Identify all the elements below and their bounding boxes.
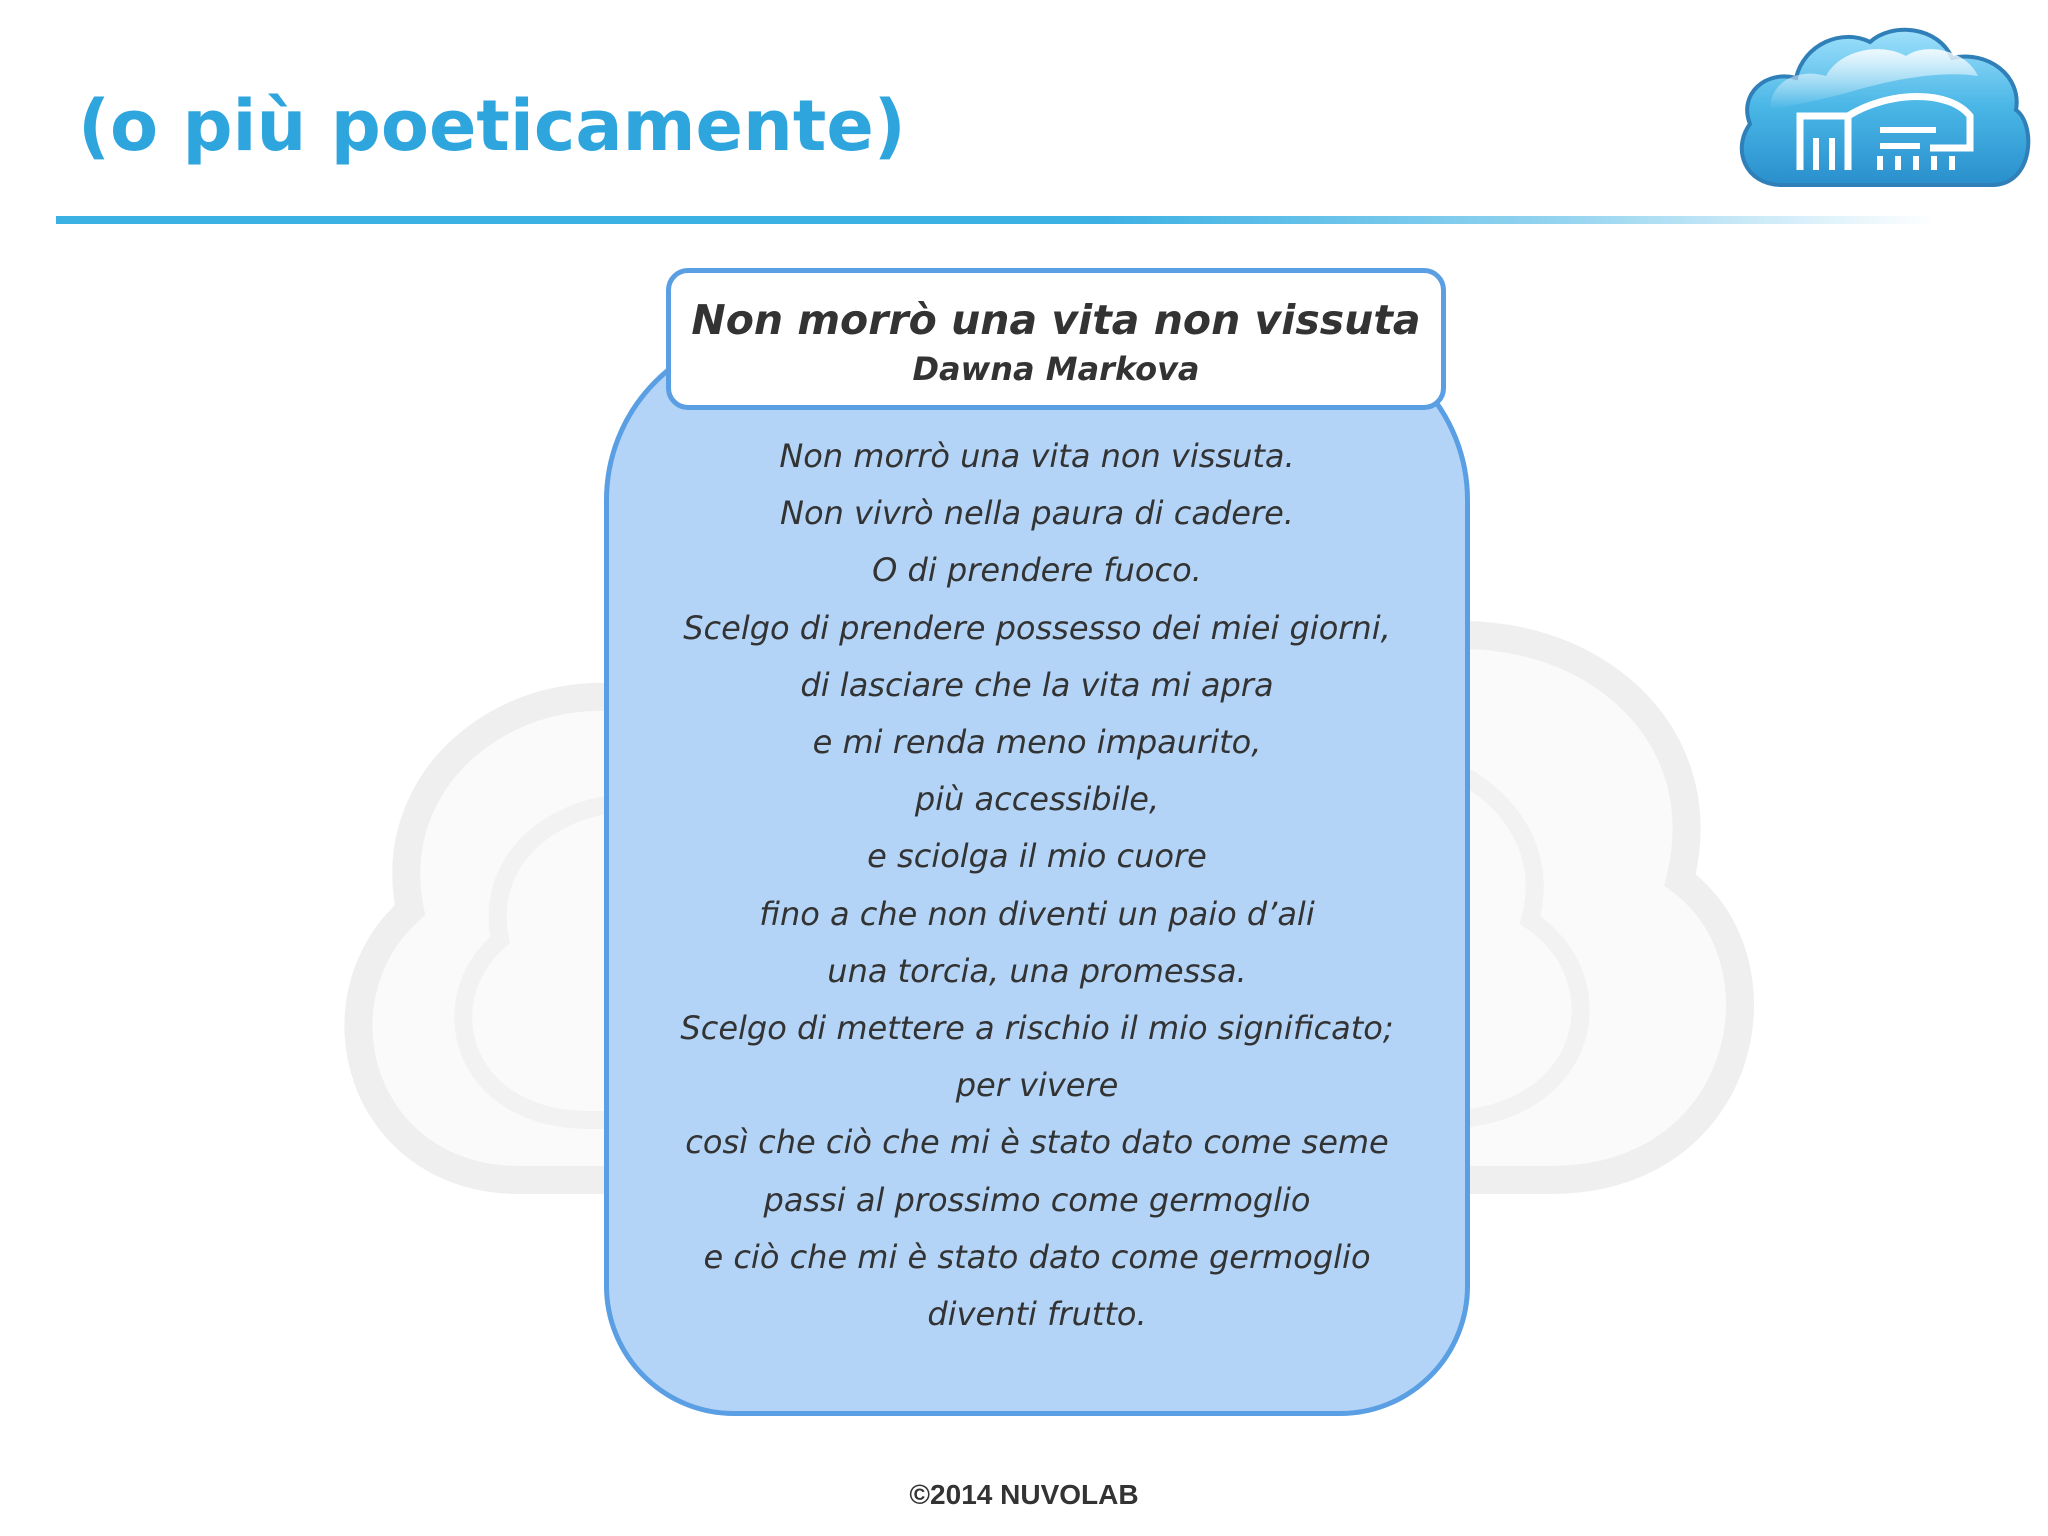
nuvolab-cloud-logo-icon <box>1730 20 2038 195</box>
copyright-footer: ©2014 NUVOLAB <box>909 1479 1139 1510</box>
poem-line: e mi renda meno impaurito, <box>812 723 1262 762</box>
poem-line: così che ciò che mi è stato dato come seme <box>685 1123 1389 1162</box>
poem-line: O di prendere fuoco. <box>872 551 1202 590</box>
slide-title: (o più poeticamente) <box>78 85 906 167</box>
poem-line: Scelgo di prendere possesso dei miei giorni, <box>683 608 1391 647</box>
poem-text <box>614 428 1460 1343</box>
title-divider <box>56 216 1936 224</box>
poem-line: e ciò che mi è stato dato come germoglio <box>703 1237 1371 1276</box>
poem-header <box>666 268 1446 410</box>
poem-line: più accessibile, <box>914 780 1160 819</box>
poem-line: una torcia, una promessa. <box>827 951 1247 990</box>
poem-line: Non morrò una vita non vissuta. <box>779 437 1295 475</box>
poem-title: Non morrò una vita non vissuta <box>691 296 1421 344</box>
poem-line: Non vivrò nella paura di cadere. <box>780 494 1294 533</box>
poem-line: diventi frutto. <box>927 1295 1147 1334</box>
poem-line: fino a che non diventi un paio d’ali <box>759 894 1315 933</box>
poem-line: Scelgo di mettere a rischio il mio significato; <box>680 1009 1394 1048</box>
poem-line: passi al prossimo come germoglio <box>763 1180 1311 1219</box>
poem-line: di lasciare che la vita mi apra <box>800 665 1274 704</box>
poem-author: Dawna Markova <box>912 350 1200 388</box>
poem-line: e sciolga il mio cuore <box>867 837 1207 876</box>
poem-line: per vivere <box>955 1066 1119 1105</box>
